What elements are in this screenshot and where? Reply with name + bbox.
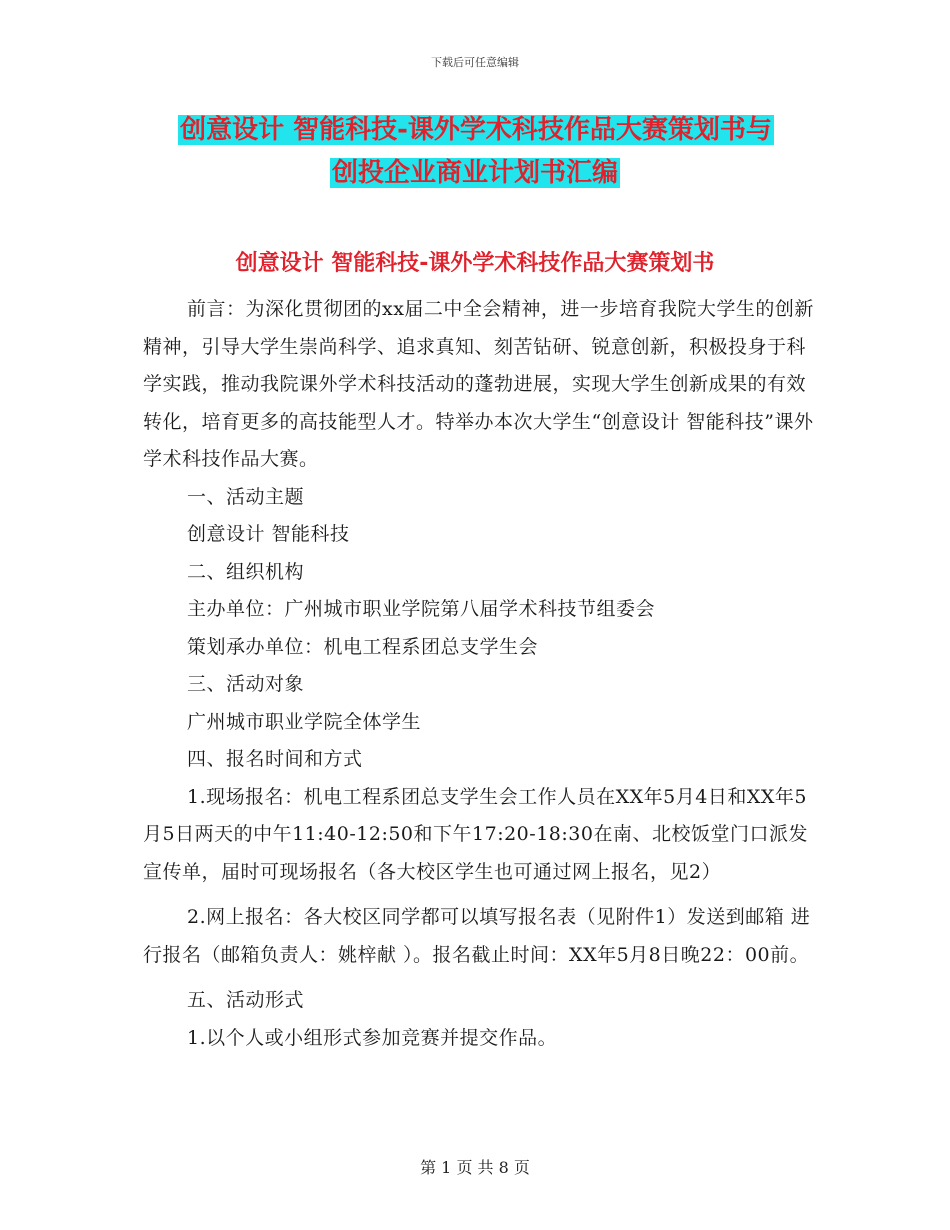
page-number: 第 1 页 共 8 页 bbox=[420, 1158, 530, 1177]
document-title-line-2 bbox=[0, 154, 950, 192]
paragraph-theme: 创意设计 智能科技 bbox=[187, 523, 350, 545]
heading-organization: 二、组织机构 bbox=[187, 560, 305, 583]
heading-activity-format: 五、活动形式 bbox=[187, 989, 305, 1011]
section-title: 创意设计 智能科技-课外学术科技作品大赛策划书 bbox=[235, 251, 715, 276]
paragraph-participants: 广州城市职业学院全体学生 bbox=[187, 710, 422, 733]
header-note: 下载后可任意编辑 bbox=[431, 56, 519, 69]
title-highlight: 创投企业商业计划书汇编 bbox=[331, 158, 618, 188]
paragraph-preface: 前言：为深化贯彻团的xx届二中全会精神，进一步培育我院大学生的创新精神，引导大学生崇尚科学、追求真知、刻苦钻研、锐意创新，积极投身于科学实践，推动我院课外学术科技活动的蓬勃进展，实现大学生创新成果的有效转化，培育更多的高技能型人才。特举办本次大学生“创意设计 智能科技”课外学术科技作品大赛。 bbox=[143, 298, 814, 470]
paragraph-onsite-registration: 1.现场报名：机电工程系团总支学生会工作人员在XX年5月4日和XX年5月5日两天的中午11:40-12:50和下午17:20-18:30在南、北校饭堂门口派发宣传单，届时可现场报名（各大校区学生也可通过网上报名，见2） bbox=[143, 785, 808, 883]
paragraph-format-1: 1.以个人或小组形式参加竞赛并提交作品。 bbox=[187, 1026, 558, 1049]
heading-activity-theme: 一、活动主题 bbox=[187, 485, 305, 508]
body-text bbox=[143, 291, 815, 1057]
title-highlight: 创意设计 智能科技-课外学术科技作品大赛策划书与 bbox=[180, 115, 772, 145]
paragraph-host: 主办单位：广州城市职业学院第八届学术科技节组委会 bbox=[187, 598, 656, 620]
paragraph-online-registration: 2.网上报名：各大校区同学都可以填写报名表（见附件1）发送到邮箱 进行报名（邮箱负责人：姚梓献 ）。报名截止时间：XX年5月8日晚22：00前。 bbox=[143, 906, 811, 966]
paragraph-organizer: 策划承办单位：机电工程系团总支学生会 bbox=[187, 635, 539, 658]
heading-registration: 四、报名时间和方式 bbox=[187, 748, 363, 770]
document-title-line-1 bbox=[1, 111, 950, 149]
heading-participants: 三、活动对象 bbox=[187, 673, 305, 695]
